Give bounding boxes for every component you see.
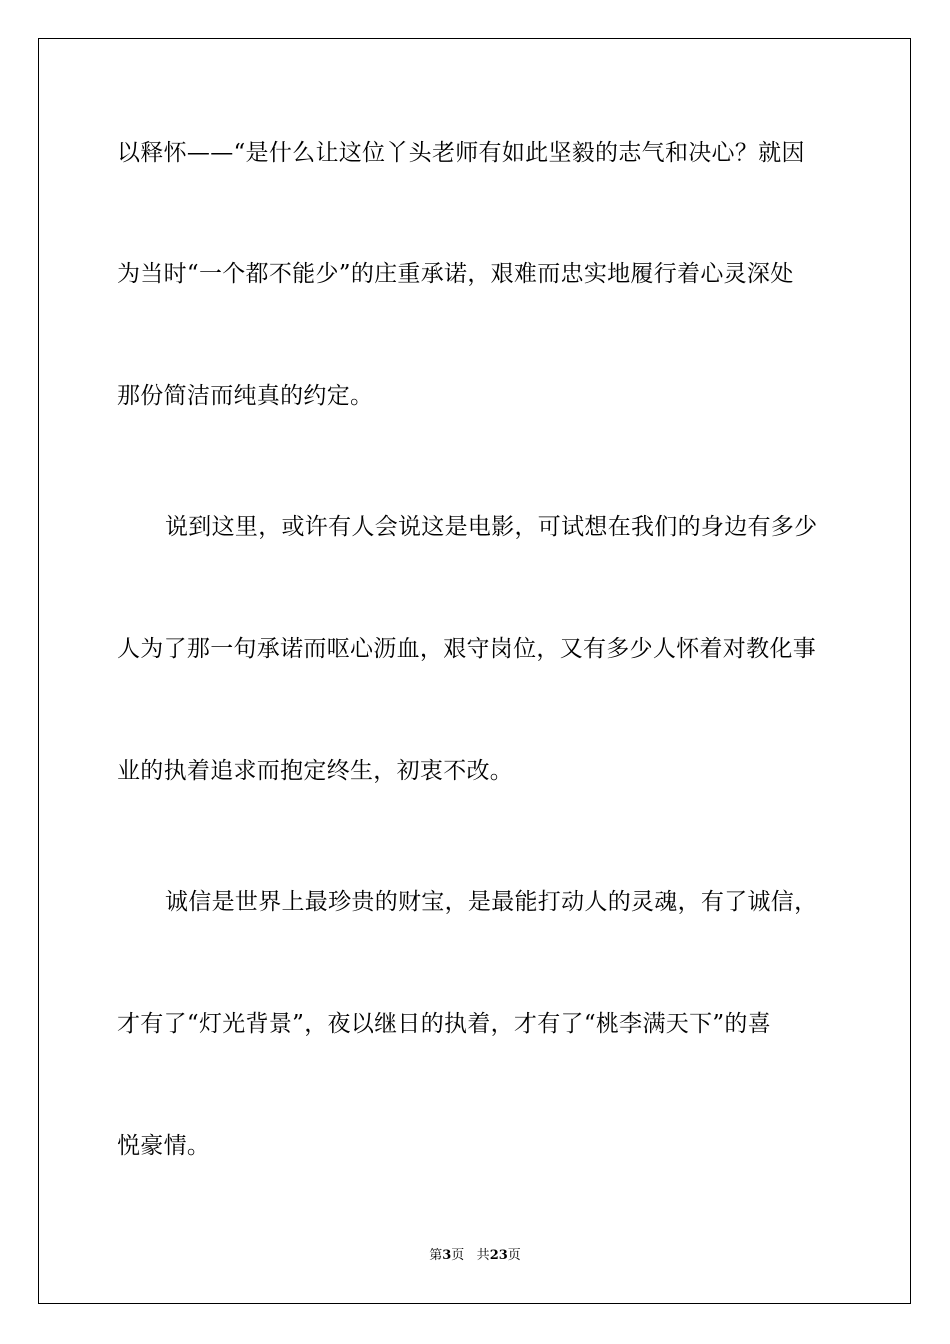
footer-page-suffix: 页: [451, 1248, 465, 1263]
footer-total-prefix: 共: [476, 1248, 490, 1263]
text-line-1: 以释怀——“是什么让这位丫头老师有如此坚毅的志气和决心？就因: [117, 140, 805, 166]
text-line-2: 为当时“一个都不能少”的庄重承诺，艰难而忠实地履行着心灵深处: [117, 261, 794, 287]
page-footer: [0, 1247, 950, 1265]
page-border: [38, 38, 911, 1304]
text-line-8: 才有了“灯光背景”，夜以继日的执着，才有了“桃李满天下”的喜: [117, 1011, 772, 1037]
text-line-3: 那份简洁而纯真的约定。: [117, 383, 374, 409]
footer-prefix: 第: [429, 1248, 443, 1263]
text-line-9: 悦豪情。: [117, 1133, 211, 1159]
text-line-5: 人为了那一句承诺而呕心沥血，艰守岗位，又有多少人怀着对教化事: [117, 636, 816, 662]
total-pages: 23: [489, 1248, 508, 1263]
footer-total-suffix: 页: [507, 1248, 521, 1263]
text-line-7: 诚信是世界上最珍贵的财宝，是最能打动人的灵魂，有了诚信，: [165, 889, 818, 915]
page-number: 3: [442, 1248, 452, 1263]
text-line-4: 说到这里，或许有人会说这是电影，可试想在我们的身边有多少: [165, 514, 818, 540]
text-line-6: 业的执着追求而抱定终生，初衷不改。: [117, 758, 514, 784]
